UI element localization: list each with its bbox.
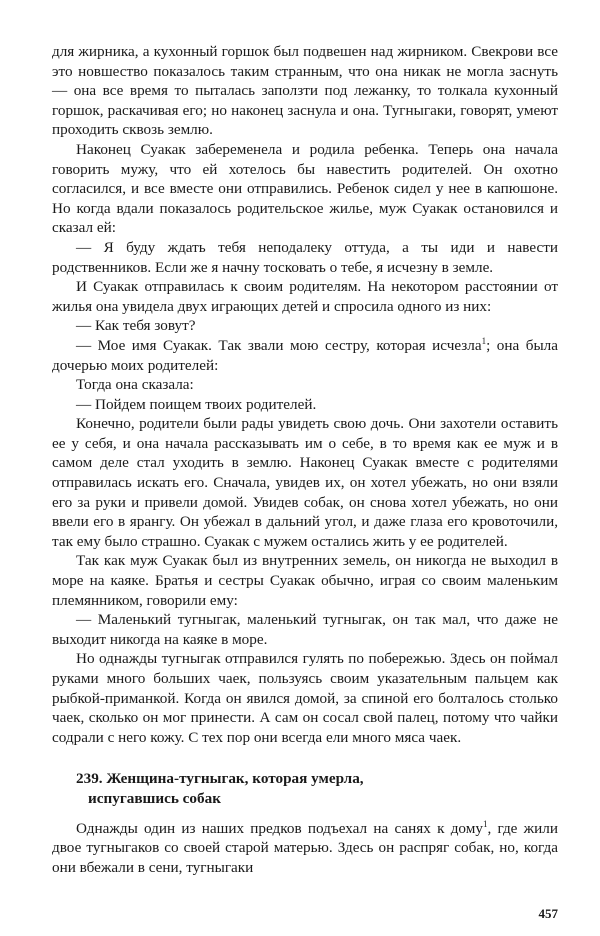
paragraph-8-end: , где жили двое тугныгаков со своей старой матерью. Здесь он распряг собак, но, когда они вбежали в сени, тугныгаки [52, 819, 558, 876]
paragraph-6: Так как муж Суакак был из внутренних земель, он никогда не выходил в море на каяке. Братья и сестры Суакак обычно, играя со своим маленьким племянником, говорили ему: [52, 552, 558, 609]
paragraph-8-start: Однажды один из наших предков подъехал на санях к дому [76, 819, 483, 837]
paragraph-4: Тогда она сказала: [76, 376, 194, 394]
page-number: 457 [538, 906, 558, 921]
paragraph-2: Наконец Суакак забеременела и родила ребенка. Теперь она начала говорить мужу, что ей хотелось бы навестить родителей. Он охотно согласился, и все вместе они отправились. Ребенок сидел у нее в капюшоне. Но когда вдали показалось родительское жилье, муж Суакак остановился и сказал ей: [52, 140, 558, 237]
dialog-line-3-end: ; она была дочерью моих родителей: [52, 336, 558, 374]
paragraph-7: Но однажды тугныгак отправился гулять по побережью. Здесь он поймал руками много больших чаек, пользуясь своим указательным пальцем как рыбкой-приманкой. Когда он явился домой, за спиной его болталось столько чаек, сколько он мог принести. А сам он сосал свой палец, потому что чайки содрали с него кожу. С тех пор они всегда ели много мяса чаек. [52, 650, 558, 746]
paragraph-5: Конечно, родители были рады увидеть свою дочь. Они захотели оставить ее у себя, и она начала рассказывать им о себе, в то время как ее муж и в самом деле стал уходить в землю. Наконец Суакак вместе с родителями отправилась искать его. Сначала, увидев их, он хотел убежать, но они взяли его за руки и привели домой. Увидев собак, он снова хотел убежать, но они ввели его в ярангу. Он убежал в дальний угол, и даже глаза его кровоточили, так ему было страшно. Суакак с мужем остались жить у ее родителей. [52, 415, 558, 550]
dialog-line-5: — Маленький тугныгак, маленький тугныгак, он так мал, что даже не выходит никогда на каяке в море. [52, 611, 558, 648]
dialog-line-2: — Как тебя зовут? [76, 317, 196, 335]
dialog-line-1: — Я буду ждать тебя неподалеку оттуда, а ты иди и навести родственников. Если же я начну тосковать о тебе, я исчезну в земле. [52, 238, 558, 276]
section-heading-line-2: испугавшись собак [88, 789, 221, 807]
footnote-ref-2: 1 [482, 818, 488, 829]
dialog-line-3 [52, 336, 558, 375]
section-heading [52, 769, 558, 808]
footnote-ref-1: 1 [481, 335, 487, 346]
dialog-line-3-start: — Мое имя Суакак. Так звали мою сестру, которая исчезла [76, 336, 482, 354]
body-text [52, 42, 558, 877]
book-page [52, 42, 558, 922]
paragraph-1: для жирника, а кухонный горшок был подвешен над жирником. Свекрови все это новшество показалось таким странным, что она никак не могла заснуть — она все время то пыталась заползти под лежанку, то толкала кухонный горшок, раскачивая его; но наконец заснула и она. Тугныгаки, говорят, умеют проходить сквозь землю. [52, 43, 558, 139]
paragraph-3: И Суакак отправилась к своим родителям. На некотором расстоянии от жилья она увидела двух играющих детей и спросила одного из них: [52, 278, 558, 315]
dialog-line-4: — Пойдем поищем твоих родителей. [76, 395, 317, 413]
paragraph-8 [52, 819, 558, 878]
section-heading-line-1: 239. Женщина-тугныгак, которая умерла, [76, 770, 364, 788]
